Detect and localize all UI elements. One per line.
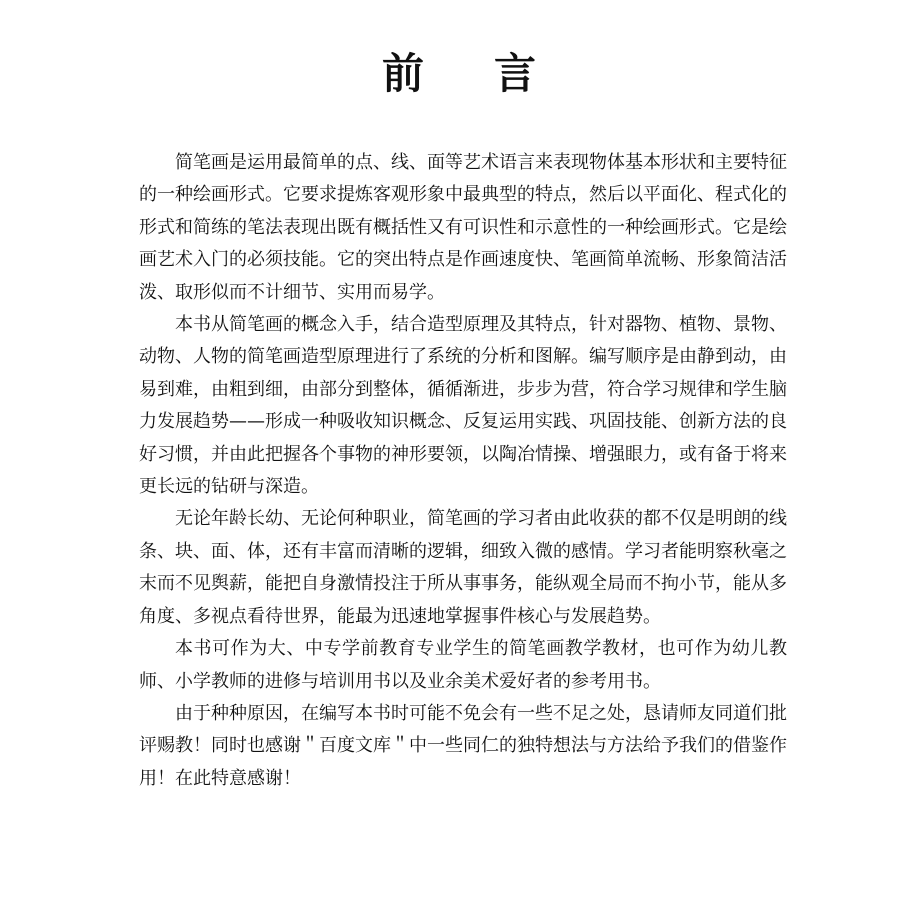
preface-body [139,147,787,795]
paragraph-2: 本书从简笔画的概念入手，结合造型原理及其特点，针对器物、植物、景物、动物、人物的简笔画造型原理进行了系统的分析和图解。编写顺序是由静到动，由易到难，由粗到细，由部分到整体，循循渐进，步步为营，符合学习规律和学生脑力发展趋势——形成一种吸收知识概念、反复运用实践、巩固技能、创新方法的良好习惯，并由此把握各个事物的神形要领，以陶冶情操、增强眼力，或有备于将来更长远的钻研与深造。 [139,314,787,498]
page-title-char-1: 前 [381,49,426,98]
paragraph-3: 无论年龄长幼、无论何种职业，简笔画的学习者由此收获的都不仅是明朗的线条、块、面、体，还有丰富而清晰的逻辑，细致入微的感情。学习者能明察秋毫之末而不见舆薪，能把自身激情投注于所从事事务，能纵观全局而不拘小节，能从多角度、多视点看待世界，能最为迅速地掌握事件核心与发展趋势。 [139,508,787,627]
paragraph-1: 简笔画是运用最简单的点、线、面等艺术语言来表现物体基本形状和主要特征的一种绘画形式。它要求提炼客观形象中最典型的特点，然后以平面化、程式化的形式和简练的笔法表现出既有概括性又有可识性和示意性的一种绘画形式。它是绘画艺术入门的必须技能。它的突出特点是作画速度快、笔画简单流畅、形象简洁活泼、取形似而不计细节、实用而易学。 [139,152,787,303]
page-title [0,44,920,104]
paragraph-5: 由于种种原因，在编写本书时可能不免会有一些不足之处，恳请师友同道们批评赐教！同时也感谢＂百度文库＂中一些同仁的独特想法与方法给予我们的借鉴作用！在此特意感谢！ [139,702,787,789]
page-title-char-2: 言 [494,49,539,98]
paragraph-4: 本书可作为大、中专学前教育专业学生的简笔画教学教材，也可作为幼儿教师、小学教师的进修与培训用书以及业余美术爱好者的参考用书。 [139,638,787,692]
